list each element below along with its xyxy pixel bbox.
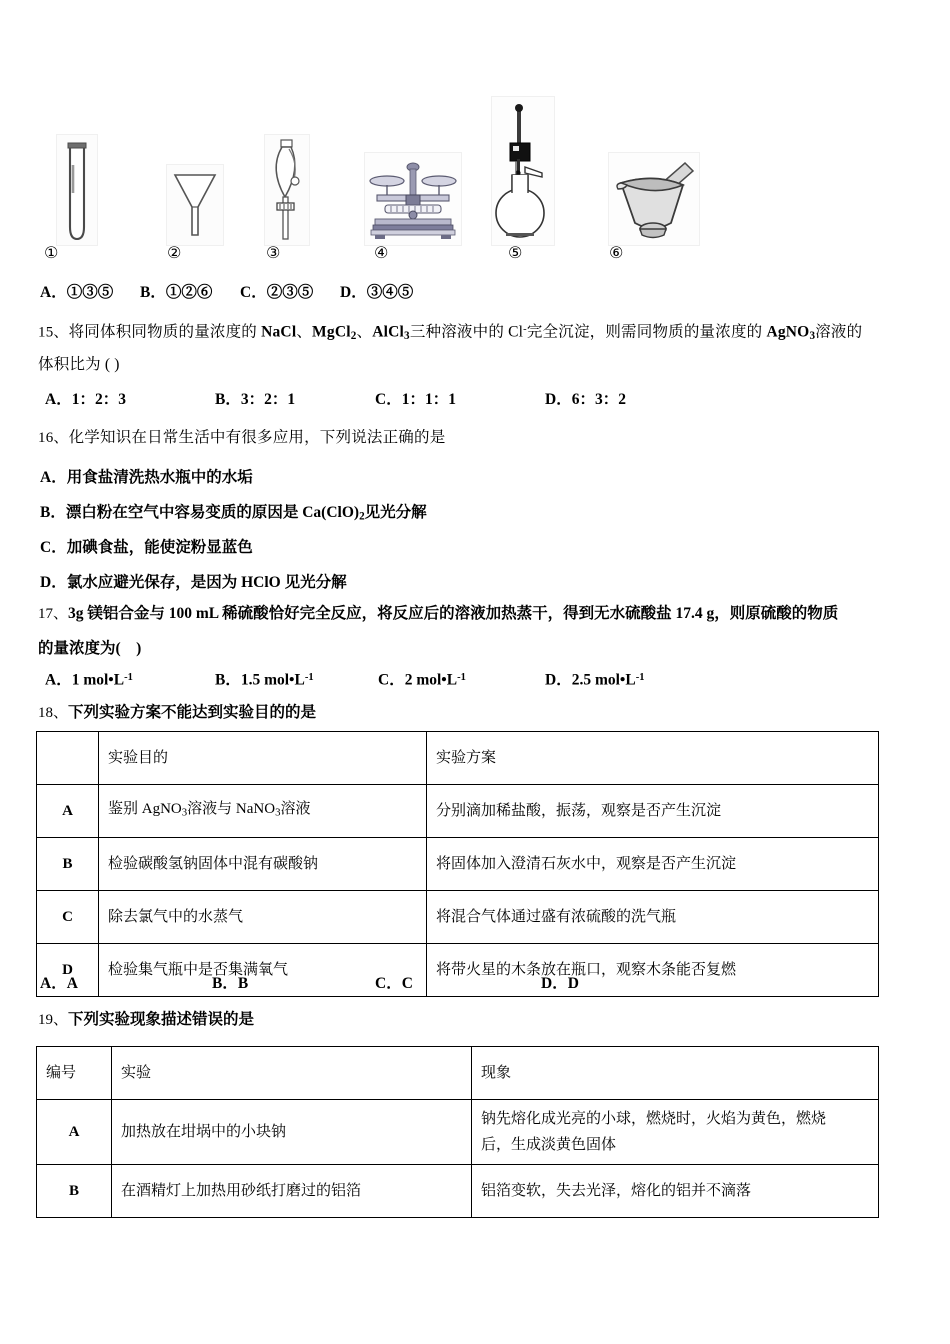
q15-formula-nacl: NaCl	[261, 323, 297, 341]
q17-option-c[interactable]	[378, 668, 466, 690]
apparatus-figure-row	[36, 96, 696, 246]
q18-row-b-id: B	[37, 838, 99, 891]
distillation-flask-icon	[491, 96, 555, 246]
q17-stem-line2: 的量浓度为( )	[38, 640, 142, 657]
table-row	[37, 944, 879, 997]
q18-number: 18、	[38, 705, 69, 721]
q18-stem	[38, 703, 316, 723]
funnel-icon	[166, 164, 224, 246]
q15-formula-alcl3-sub: 3	[404, 329, 410, 342]
q19-row-a-experiment: 加热放在坩埚中的小块钠	[112, 1100, 472, 1165]
q16-stem	[38, 428, 445, 448]
q17-option-d-sup: -1	[635, 672, 645, 683]
q18-row-a-sub1: 3	[181, 806, 188, 819]
apparatus-funnel	[166, 164, 224, 246]
q15-option-c[interactable]: C．1：1：1	[375, 391, 456, 408]
q18-row-a-id: A	[37, 785, 99, 838]
q15-formula-mgcl2: MgCl	[312, 323, 351, 341]
q15-formula-agno3: AgNO	[766, 323, 810, 341]
q16-number: 16、	[38, 430, 69, 446]
q16-option-b-text-pre: 漂白粉在空气中容易变质的原因是	[65, 504, 303, 521]
q18-table	[36, 731, 879, 997]
table-row	[37, 891, 879, 944]
q19-row-a-phenomenon-line1: 钠先熔化成光亮的小球，燃烧时，火焰为黄色，燃烧	[481, 1111, 827, 1127]
q15-number: 15、	[38, 324, 69, 341]
q18-row-b-purpose: 检验碳酸氢钠固体中混有碳酸钠	[99, 838, 427, 891]
q16-stem-text: 化学知识在日常生活中有很多应用，下列说法正确的是	[68, 429, 446, 446]
q17-option-b[interactable]	[215, 668, 314, 690]
q16-formula-caclo2-sub: 2	[359, 510, 365, 523]
q18-row-a-purpose-post: 溶液	[280, 801, 311, 818]
q16-option-a-text: 用食盐清洗热水瓶中的水垢	[66, 469, 253, 486]
q19-table-header-row	[37, 1047, 879, 1100]
q18-option-a[interactable]: A．A	[40, 975, 78, 992]
q16-option-c[interactable]	[40, 538, 253, 558]
q15-formula-alcl3: AlCl	[372, 323, 405, 341]
q16-option-c-label: C．	[40, 539, 67, 556]
q17-option-c-sup: -1	[457, 672, 466, 683]
q18-row-a-purpose-mid: 溶液与 NaNO	[187, 801, 276, 818]
q16-option-a-label: A．	[40, 469, 67, 486]
q15-option-d[interactable]: D．6：3：2	[545, 391, 626, 408]
q17-option-a-value: 1 mol•L	[71, 671, 125, 689]
q18-row-b-plan: 将固体加入澄清石灰水中，观察是否产生沉淀	[427, 838, 879, 891]
q15-sep-1: 、	[296, 323, 313, 341]
q18-row-c-plan: 将混合气体通过盛有浓硫酸的洗气瓶	[427, 891, 879, 944]
q17-option-a[interactable]	[45, 668, 133, 690]
apparatus-label-1: ①	[44, 243, 59, 262]
q16-option-d-text: 氯水应避光保存，是因为 HClO 见光分解	[66, 574, 347, 591]
q16-option-d-label: D．	[40, 574, 67, 591]
q19-row-b-id: B	[37, 1165, 112, 1218]
apparatus-label-2: ②	[167, 243, 182, 262]
q16-formula-caclo2: Ca(ClO)	[302, 504, 360, 521]
q15-stem-line1	[38, 320, 862, 346]
q18-row-c-id: C	[37, 891, 99, 944]
q15-stem-line2: 体积比为 ( )	[38, 356, 120, 373]
q18-row-d-plan: 将带火星的木条放在瓶口，观察木条能否复燃	[427, 944, 879, 997]
q17-option-a-sup: -1	[124, 672, 133, 683]
q17-stem-text1: 3g 镁铝合金与 100 mL 稀硫酸恰好完全反应，将反应后的溶液加热蒸干，得到无水硫酸盐 17.4 g，则原硫酸的物质	[68, 605, 839, 622]
q19-row-a-phenomenon-line2: 后，生成淡黄色固体	[481, 1137, 617, 1153]
q15-chloride-charge: -	[523, 324, 527, 335]
q18-option-c[interactable]: C．C	[375, 975, 413, 992]
apparatus-test-tube	[56, 134, 98, 246]
q19-stem-text: 下列实验现象描述错误的是	[68, 1011, 255, 1028]
apparatus-mortar-pestle	[608, 152, 700, 246]
q18-row-d-purpose: 检验集气瓶中是否集满氧气	[99, 944, 427, 997]
q17-option-d-label: D．	[545, 671, 572, 689]
q17-option-b-label: B．	[215, 671, 241, 689]
q18-row-c-purpose: 除去氯气中的水蒸气	[99, 891, 427, 944]
q17-option-c-value: 2 mol•L	[404, 671, 458, 689]
q17-option-d[interactable]	[545, 668, 644, 690]
q16-option-d[interactable]	[40, 573, 347, 593]
q18-stem-text: 下列实验方案不能达到实验目的的是	[68, 704, 317, 721]
apparatus-label-5: ⑤	[508, 243, 523, 262]
q19-header-phenomenon: 现象	[472, 1047, 879, 1100]
q15-option-a[interactable]: A．1：2：3	[45, 391, 126, 408]
q19-row-a-id: A	[37, 1100, 112, 1165]
q15-stem-text-a: 将同体积同物质的量浓度的	[68, 323, 262, 341]
q19-row-b-phenomenon: 铝箔变软，失去光泽，熔化的铝并不滴落	[472, 1165, 879, 1218]
q15-stem-text-j: 溶液的	[815, 323, 863, 341]
q17-option-c-label: C．	[378, 671, 405, 689]
q19-number: 19、	[38, 1012, 69, 1028]
q16-option-b-label: B．	[40, 504, 66, 521]
table-row	[37, 1165, 879, 1218]
q17-option-a-label: A．	[45, 671, 72, 689]
q17-option-b-value: 1.5 mol•L	[240, 671, 305, 689]
apparatus-separatory-funnel	[264, 134, 310, 246]
balance-scale-icon	[364, 152, 462, 246]
apparatus-labels-row	[36, 243, 696, 269]
q18-header-id	[37, 732, 99, 785]
q18-option-b[interactable]: B．B	[212, 975, 249, 992]
q17-option-d-value: 2.5 mol•L	[571, 671, 636, 689]
q18-row-a-purpose-pre: 鉴别 AgNO	[108, 801, 182, 818]
q15-sep-2: 、	[356, 323, 373, 341]
q14-option-a[interactable]: A．①③⑤	[40, 284, 114, 301]
q18-row-d-id: D	[37, 944, 99, 997]
q18-header-plan: 实验方案	[427, 732, 879, 785]
q16-option-a[interactable]	[40, 468, 253, 488]
q18-option-d[interactable]: D．D	[541, 975, 579, 992]
table-row	[37, 1100, 879, 1165]
q14-option-c[interactable]: C．②③⑤	[240, 284, 314, 301]
table-row	[37, 785, 879, 838]
q18-row-a-sub2: 3	[275, 806, 281, 819]
q19-table	[36, 1046, 879, 1218]
q16-option-c-text: 加碘食盐，能使淀粉显蓝色	[66, 539, 253, 556]
q15-formula-agno3-sub: 3	[809, 329, 816, 342]
q15-stem-text-h: 完全沉淀，则需同物质的量浓度的	[526, 323, 767, 341]
apparatus-balance-scale	[364, 152, 462, 246]
apparatus-distillation-flask	[491, 96, 555, 246]
table-row	[37, 838, 879, 891]
q17-option-b-sup: -1	[304, 672, 314, 683]
q18-header-purpose: 实验目的	[99, 732, 427, 785]
q19-header-experiment: 实验	[112, 1047, 472, 1100]
q17-number: 17、	[38, 606, 69, 622]
q14-option-d[interactable]: D．③④⑤	[340, 284, 414, 301]
q19-header-id: 编号	[37, 1047, 112, 1100]
q16-option-b[interactable]	[40, 503, 427, 526]
q15-option-b[interactable]: B．3：2：1	[215, 391, 296, 408]
q17-stem-line1	[38, 604, 838, 624]
q14-option-b[interactable]: B．①②⑥	[140, 284, 213, 301]
separatory-funnel-icon	[264, 134, 310, 246]
apparatus-label-6: ⑥	[609, 243, 624, 262]
q19-row-b-experiment: 在酒精灯上加热用砂纸打磨过的铝箔	[112, 1165, 472, 1218]
q19-row-a-phenomenon	[472, 1100, 879, 1165]
q16-option-b-text-post: 见光分解	[364, 504, 427, 521]
apparatus-label-3: ③	[266, 243, 281, 262]
q15-stem-text-g: 三种溶液中的 Cl	[409, 323, 524, 341]
q19-stem	[38, 1010, 254, 1030]
q15-formula-mgcl2-sub: 2	[350, 329, 357, 342]
test-tube-icon	[56, 134, 98, 246]
q18-table-header-row	[37, 732, 879, 785]
q18-row-a-plan: 分别滴加稀盐酸，振荡，观察是否产生沉淀	[427, 785, 879, 838]
q18-row-a-purpose	[99, 785, 427, 838]
mortar-pestle-icon	[608, 152, 700, 246]
apparatus-label-4: ④	[374, 243, 389, 262]
